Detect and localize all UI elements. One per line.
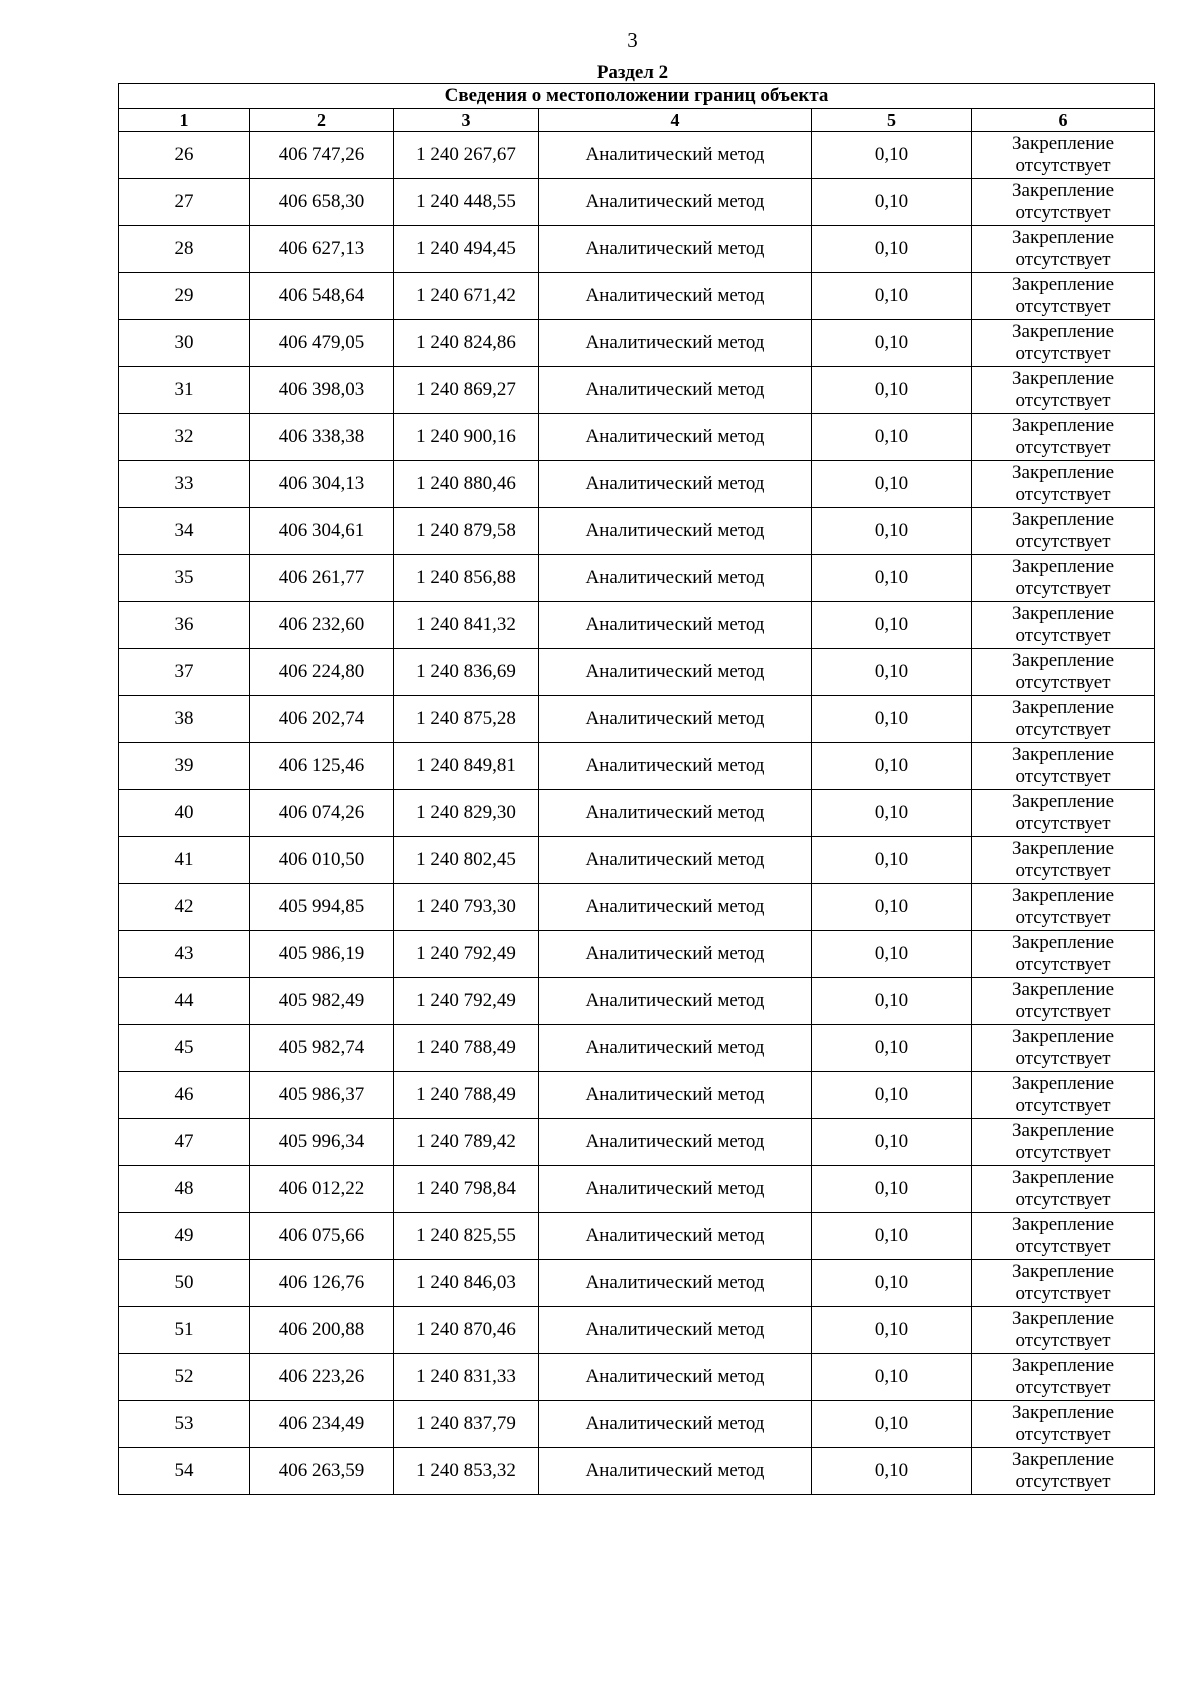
mark-description-cell: Закрепление отсутствует <box>972 226 1155 273</box>
table-row <box>119 1354 1155 1401</box>
x-coordinate-cell: 406 479,05 <box>250 320 394 367</box>
method-cell: Аналитический метод <box>539 320 812 367</box>
point-number-cell: 54 <box>119 1448 250 1495</box>
mark-description-cell: Закрепление отсутствует <box>972 461 1155 508</box>
accuracy-cell: 0,10 <box>812 1448 972 1495</box>
x-coordinate-cell: 406 658,30 <box>250 179 394 226</box>
table-row <box>119 837 1155 884</box>
accuracy-cell: 0,10 <box>812 508 972 555</box>
point-number-cell: 42 <box>119 884 250 931</box>
x-coordinate-cell: 405 982,74 <box>250 1025 394 1072</box>
point-number-cell: 46 <box>119 1072 250 1119</box>
column-number: 1 <box>119 109 250 132</box>
y-coordinate-cell: 1 240 671,42 <box>394 273 539 320</box>
y-coordinate-cell: 1 240 829,30 <box>394 790 539 837</box>
x-coordinate-cell: 405 986,37 <box>250 1072 394 1119</box>
mark-description-cell: Закрепление отсутствует <box>972 1448 1155 1495</box>
point-number-cell: 52 <box>119 1354 250 1401</box>
table-body <box>119 132 1155 1495</box>
x-coordinate-cell: 406 010,50 <box>250 837 394 884</box>
method-cell: Аналитический метод <box>539 1401 812 1448</box>
page-number: 3 <box>627 28 638 52</box>
table-caption-row <box>119 84 1155 109</box>
y-coordinate-cell: 1 240 788,49 <box>394 1072 539 1119</box>
table-row <box>119 320 1155 367</box>
accuracy-cell: 0,10 <box>812 1213 972 1260</box>
table-row <box>119 1072 1155 1119</box>
mark-description-cell: Закрепление отсутствует <box>972 931 1155 978</box>
accuracy-cell: 0,10 <box>812 790 972 837</box>
method-cell: Аналитический метод <box>539 132 812 179</box>
mark-description-cell: Закрепление отсутствует <box>972 1401 1155 1448</box>
table-row <box>119 414 1155 461</box>
mark-description-cell: Закрепление отсутствует <box>972 1072 1155 1119</box>
x-coordinate-cell: 406 074,26 <box>250 790 394 837</box>
accuracy-cell: 0,10 <box>812 696 972 743</box>
mark-description-cell: Закрепление отсутствует <box>972 743 1155 790</box>
y-coordinate-cell: 1 240 869,27 <box>394 367 539 414</box>
table-row <box>119 132 1155 179</box>
x-coordinate-cell: 406 075,66 <box>250 1213 394 1260</box>
method-cell: Аналитический метод <box>539 649 812 696</box>
boundary-points-table <box>118 83 1155 1495</box>
mark-description-cell: Закрепление отсутствует <box>972 1213 1155 1260</box>
point-number-cell: 50 <box>119 1260 250 1307</box>
point-number-cell: 36 <box>119 602 250 649</box>
table-row <box>119 1401 1155 1448</box>
x-coordinate-cell: 406 338,38 <box>250 414 394 461</box>
mark-description-cell: Закрепление отсутствует <box>972 179 1155 226</box>
x-coordinate-cell: 406 234,49 <box>250 1401 394 1448</box>
table-row <box>119 931 1155 978</box>
mark-description-cell: Закрепление отсутствует <box>972 555 1155 602</box>
y-coordinate-cell: 1 240 788,49 <box>394 1025 539 1072</box>
mark-description-cell: Закрепление отсутствует <box>972 320 1155 367</box>
y-coordinate-cell: 1 240 798,84 <box>394 1166 539 1213</box>
mark-description-cell: Закрепление отсутствует <box>972 1119 1155 1166</box>
accuracy-cell: 0,10 <box>812 1260 972 1307</box>
table-row <box>119 884 1155 931</box>
y-coordinate-cell: 1 240 846,03 <box>394 1260 539 1307</box>
mark-description-cell: Закрепление отсутствует <box>972 132 1155 179</box>
mark-description-cell: Закрепление отсутствует <box>972 884 1155 931</box>
x-coordinate-cell: 406 012,22 <box>250 1166 394 1213</box>
y-coordinate-cell: 1 240 831,33 <box>394 1354 539 1401</box>
method-cell: Аналитический метод <box>539 978 812 1025</box>
section-title: Раздел 2 <box>596 62 669 83</box>
accuracy-cell: 0,10 <box>812 273 972 320</box>
point-number-cell: 29 <box>119 273 250 320</box>
accuracy-cell: 0,10 <box>812 931 972 978</box>
method-cell: Аналитический метод <box>539 1307 812 1354</box>
x-coordinate-cell: 406 223,26 <box>250 1354 394 1401</box>
table-row <box>119 978 1155 1025</box>
accuracy-cell: 0,10 <box>812 367 972 414</box>
table-row <box>119 649 1155 696</box>
method-cell: Аналитический метод <box>539 884 812 931</box>
mark-description-cell: Закрепление отсутствует <box>972 602 1155 649</box>
method-cell: Аналитический метод <box>539 696 812 743</box>
table-row <box>119 226 1155 273</box>
point-number-cell: 34 <box>119 508 250 555</box>
table-row <box>119 508 1155 555</box>
y-coordinate-cell: 1 240 870,46 <box>394 1307 539 1354</box>
accuracy-cell: 0,10 <box>812 179 972 226</box>
method-cell: Аналитический метод <box>539 1260 812 1307</box>
mark-description-cell: Закрепление отсутствует <box>972 649 1155 696</box>
y-coordinate-cell: 1 240 793,30 <box>394 884 539 931</box>
table-row <box>119 1307 1155 1354</box>
point-number-cell: 26 <box>119 132 250 179</box>
y-coordinate-cell: 1 240 853,32 <box>394 1448 539 1495</box>
x-coordinate-cell: 406 126,76 <box>250 1260 394 1307</box>
x-coordinate-cell: 406 304,13 <box>250 461 394 508</box>
x-coordinate-cell: 406 202,74 <box>250 696 394 743</box>
point-number-cell: 45 <box>119 1025 250 1072</box>
accuracy-cell: 0,10 <box>812 1119 972 1166</box>
y-coordinate-cell: 1 240 837,79 <box>394 1401 539 1448</box>
point-number-cell: 47 <box>119 1119 250 1166</box>
point-number-cell: 32 <box>119 414 250 461</box>
mark-description-cell: Закрепление отсутствует <box>972 508 1155 555</box>
x-coordinate-cell: 405 986,19 <box>250 931 394 978</box>
point-number-cell: 27 <box>119 179 250 226</box>
column-number: 6 <box>972 109 1155 132</box>
accuracy-cell: 0,10 <box>812 461 972 508</box>
y-coordinate-cell: 1 240 494,45 <box>394 226 539 273</box>
x-coordinate-cell: 406 627,13 <box>250 226 394 273</box>
y-coordinate-cell: 1 240 879,58 <box>394 508 539 555</box>
method-cell: Аналитический метод <box>539 837 812 884</box>
mark-description-cell: Закрепление отсутствует <box>972 414 1155 461</box>
mark-description-cell: Закрепление отсутствует <box>972 978 1155 1025</box>
point-number-cell: 53 <box>119 1401 250 1448</box>
x-coordinate-cell: 405 982,49 <box>250 978 394 1025</box>
point-number-cell: 40 <box>119 790 250 837</box>
accuracy-cell: 0,10 <box>812 555 972 602</box>
column-number: 2 <box>250 109 394 132</box>
x-coordinate-cell: 406 398,03 <box>250 367 394 414</box>
table-row <box>119 555 1155 602</box>
column-number: 3 <box>394 109 539 132</box>
method-cell: Аналитический метод <box>539 790 812 837</box>
method-cell: Аналитический метод <box>539 508 812 555</box>
mark-description-cell: Закрепление отсутствует <box>972 1260 1155 1307</box>
accuracy-cell: 0,10 <box>812 978 972 1025</box>
mark-description-cell: Закрепление отсутствует <box>972 1307 1155 1354</box>
point-number-cell: 39 <box>119 743 250 790</box>
y-coordinate-cell: 1 240 880,46 <box>394 461 539 508</box>
y-coordinate-cell: 1 240 792,49 <box>394 931 539 978</box>
column-number: 5 <box>812 109 972 132</box>
y-coordinate-cell: 1 240 856,88 <box>394 555 539 602</box>
point-number-cell: 43 <box>119 931 250 978</box>
method-cell: Аналитический метод <box>539 179 812 226</box>
mark-description-cell: Закрепление отсутствует <box>972 1354 1155 1401</box>
y-coordinate-cell: 1 240 448,55 <box>394 179 539 226</box>
point-number-cell: 33 <box>119 461 250 508</box>
table-row <box>119 461 1155 508</box>
mark-description-cell: Закрепление отсутствует <box>972 790 1155 837</box>
table-row <box>119 790 1155 837</box>
method-cell: Аналитический метод <box>539 1166 812 1213</box>
y-coordinate-cell: 1 240 267,67 <box>394 132 539 179</box>
x-coordinate-cell: 406 747,26 <box>250 132 394 179</box>
table-row <box>119 1166 1155 1213</box>
accuracy-cell: 0,10 <box>812 884 972 931</box>
point-number-cell: 38 <box>119 696 250 743</box>
point-number-cell: 30 <box>119 320 250 367</box>
accuracy-cell: 0,10 <box>812 1354 972 1401</box>
x-coordinate-cell: 406 261,77 <box>250 555 394 602</box>
table-row <box>119 1213 1155 1260</box>
accuracy-cell: 0,10 <box>812 649 972 696</box>
method-cell: Аналитический метод <box>539 367 812 414</box>
x-coordinate-cell: 406 125,46 <box>250 743 394 790</box>
table-row <box>119 273 1155 320</box>
point-number-cell: 49 <box>119 1213 250 1260</box>
x-coordinate-cell: 406 200,88 <box>250 1307 394 1354</box>
table-row <box>119 743 1155 790</box>
x-coordinate-cell: 405 994,85 <box>250 884 394 931</box>
method-cell: Аналитический метод <box>539 1448 812 1495</box>
y-coordinate-cell: 1 240 841,32 <box>394 602 539 649</box>
method-cell: Аналитический метод <box>539 1025 812 1072</box>
method-cell: Аналитический метод <box>539 1213 812 1260</box>
accuracy-cell: 0,10 <box>812 1025 972 1072</box>
table-row <box>119 179 1155 226</box>
point-number-cell: 35 <box>119 555 250 602</box>
x-coordinate-cell: 406 232,60 <box>250 602 394 649</box>
method-cell: Аналитический метод <box>539 1119 812 1166</box>
method-cell: Аналитический метод <box>539 414 812 461</box>
accuracy-cell: 0,10 <box>812 1072 972 1119</box>
point-number-cell: 48 <box>119 1166 250 1213</box>
y-coordinate-cell: 1 240 900,16 <box>394 414 539 461</box>
table-row <box>119 1119 1155 1166</box>
y-coordinate-cell: 1 240 825,55 <box>394 1213 539 1260</box>
accuracy-cell: 0,10 <box>812 1401 972 1448</box>
y-coordinate-cell: 1 240 802,45 <box>394 837 539 884</box>
point-number-cell: 44 <box>119 978 250 1025</box>
method-cell: Аналитический метод <box>539 555 812 602</box>
method-cell: Аналитический метод <box>539 1354 812 1401</box>
mark-description-cell: Закрепление отсутствует <box>972 837 1155 884</box>
point-number-cell: 51 <box>119 1307 250 1354</box>
accuracy-cell: 0,10 <box>812 132 972 179</box>
method-cell: Аналитический метод <box>539 931 812 978</box>
x-coordinate-cell: 406 548,64 <box>250 273 394 320</box>
x-coordinate-cell: 406 224,80 <box>250 649 394 696</box>
y-coordinate-cell: 1 240 849,81 <box>394 743 539 790</box>
accuracy-cell: 0,10 <box>812 1307 972 1354</box>
x-coordinate-cell: 406 263,59 <box>250 1448 394 1495</box>
table-row <box>119 1260 1155 1307</box>
table-row <box>119 696 1155 743</box>
accuracy-cell: 0,10 <box>812 414 972 461</box>
table-row <box>119 1448 1155 1495</box>
y-coordinate-cell: 1 240 789,42 <box>394 1119 539 1166</box>
column-number: 4 <box>539 109 812 132</box>
method-cell: Аналитический метод <box>539 273 812 320</box>
point-number-cell: 28 <box>119 226 250 273</box>
table-caption: Сведения о местоположении границ объекта <box>119 84 1155 109</box>
accuracy-cell: 0,10 <box>812 320 972 367</box>
method-cell: Аналитический метод <box>539 1072 812 1119</box>
method-cell: Аналитический метод <box>539 602 812 649</box>
column-numbers-row <box>119 109 1155 132</box>
mark-description-cell: Закрепление отсутствует <box>972 273 1155 320</box>
x-coordinate-cell: 406 304,61 <box>250 508 394 555</box>
y-coordinate-cell: 1 240 792,49 <box>394 978 539 1025</box>
x-coordinate-cell: 405 996,34 <box>250 1119 394 1166</box>
point-number-cell: 31 <box>119 367 250 414</box>
accuracy-cell: 0,10 <box>812 743 972 790</box>
accuracy-cell: 0,10 <box>812 602 972 649</box>
mark-description-cell: Закрепление отсутствует <box>972 367 1155 414</box>
method-cell: Аналитический метод <box>539 226 812 273</box>
y-coordinate-cell: 1 240 836,69 <box>394 649 539 696</box>
mark-description-cell: Закрепление отсутствует <box>972 696 1155 743</box>
point-number-cell: 41 <box>119 837 250 884</box>
mark-description-cell: Закрепление отсутствует <box>972 1025 1155 1072</box>
accuracy-cell: 0,10 <box>812 1166 972 1213</box>
y-coordinate-cell: 1 240 875,28 <box>394 696 539 743</box>
method-cell: Аналитический метод <box>539 461 812 508</box>
table-row <box>119 602 1155 649</box>
point-number-cell: 37 <box>119 649 250 696</box>
y-coordinate-cell: 1 240 824,86 <box>394 320 539 367</box>
accuracy-cell: 0,10 <box>812 226 972 273</box>
accuracy-cell: 0,10 <box>812 837 972 884</box>
table-row <box>119 1025 1155 1072</box>
table-row <box>119 367 1155 414</box>
method-cell: Аналитический метод <box>539 743 812 790</box>
mark-description-cell: Закрепление отсутствует <box>972 1166 1155 1213</box>
